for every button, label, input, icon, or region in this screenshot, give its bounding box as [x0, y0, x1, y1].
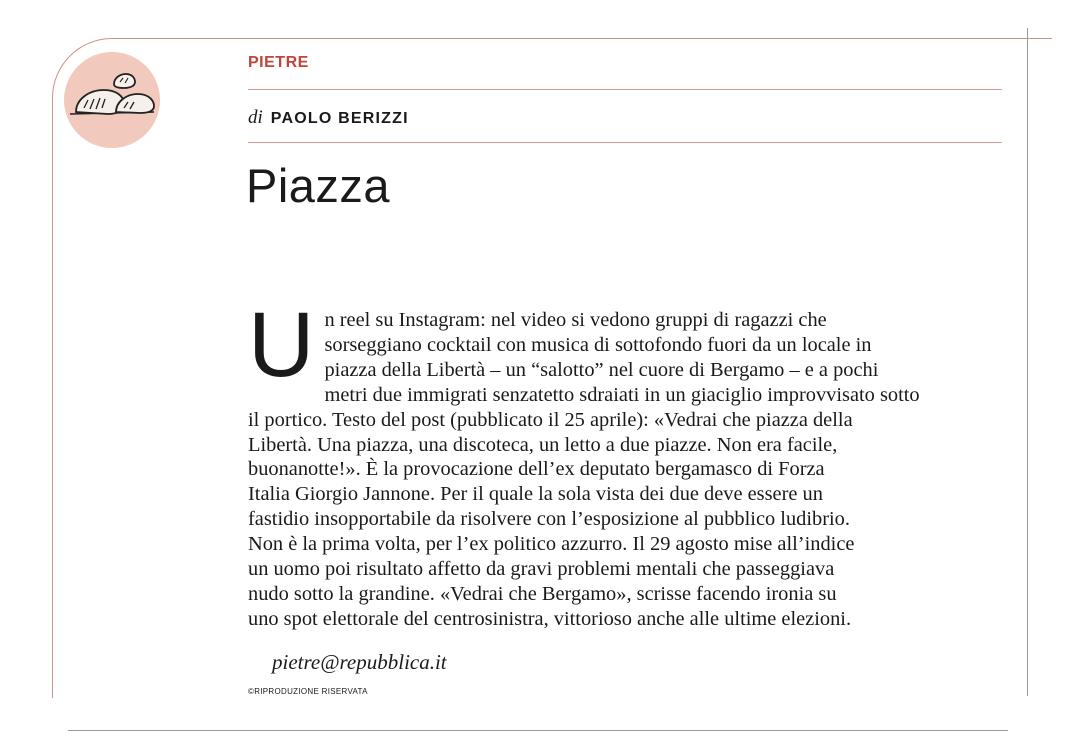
article-line: piazza della Libertà – un “salotto” nel cuore di Bergamo – e a pochi	[324, 358, 879, 381]
headline: Piazza	[246, 159, 391, 212]
author-email-link[interactable]: pietre@repubblica.it	[272, 650, 447, 674]
copyright-notice: ©RIPRODUZIONE RISERVATA	[248, 687, 368, 696]
header-rule	[248, 89, 1002, 90]
author-name: PAOLO BERIZZI	[270, 110, 409, 127]
bottom-divider	[68, 730, 1008, 731]
stones-icon	[64, 52, 160, 148]
byline-rule	[248, 142, 1002, 143]
article-line: nudo sotto la grandine. «Vedrai che Bergamo», scrisse facendo ironia su	[248, 582, 837, 605]
article-line: uno spot elettorale del centrosinistra, vittorioso anche alle ultime elezioni.	[248, 607, 852, 630]
column-frame	[52, 38, 1052, 158]
page-gutter-line	[1027, 28, 1028, 696]
byline-prefix: di	[248, 107, 263, 128]
article-line: buonanotte!». È la provocazione dell’ex deputato bergamasco di Forza	[248, 458, 825, 481]
article-line: fastidio insopportabile da risolvere con l’esposizione al pubblico ludibrio.	[248, 508, 850, 531]
article-line: sorseggiano cocktail con musica di sottofondo fuori da un locale in	[324, 333, 872, 356]
article-line: metri due immigrati senzatetto sdraiati in un giaciglio improvvisato sotto	[324, 383, 920, 406]
article-body	[248, 294, 1008, 632]
drop-cap: U	[248, 294, 315, 396]
article-line: il portico. Testo del post (pubblicato il 25 aprile): «Vedrai che piazza della	[248, 408, 853, 431]
article-line: n reel su Instagram: nel video si vedono gruppi di ragazzi che	[324, 309, 827, 331]
column-frame-left-border	[52, 150, 53, 698]
article-line: Non è la prima volta, per l’ex politico azzurro. Il 29 agosto mise all’indice	[248, 533, 855, 556]
article-line: Libertà. Una piazza, una discoteca, un letto a due piazze. Non era facile,	[248, 433, 838, 456]
article-line: Italia Giorgio Jannone. Per il quale la sola vista dei due deve essere un	[248, 483, 823, 506]
byline	[248, 107, 409, 129]
article-line: un uomo poi risultato affetto da gravi problemi mentali che passeggiava	[248, 558, 835, 581]
section-label: PIETRE	[248, 54, 309, 71]
